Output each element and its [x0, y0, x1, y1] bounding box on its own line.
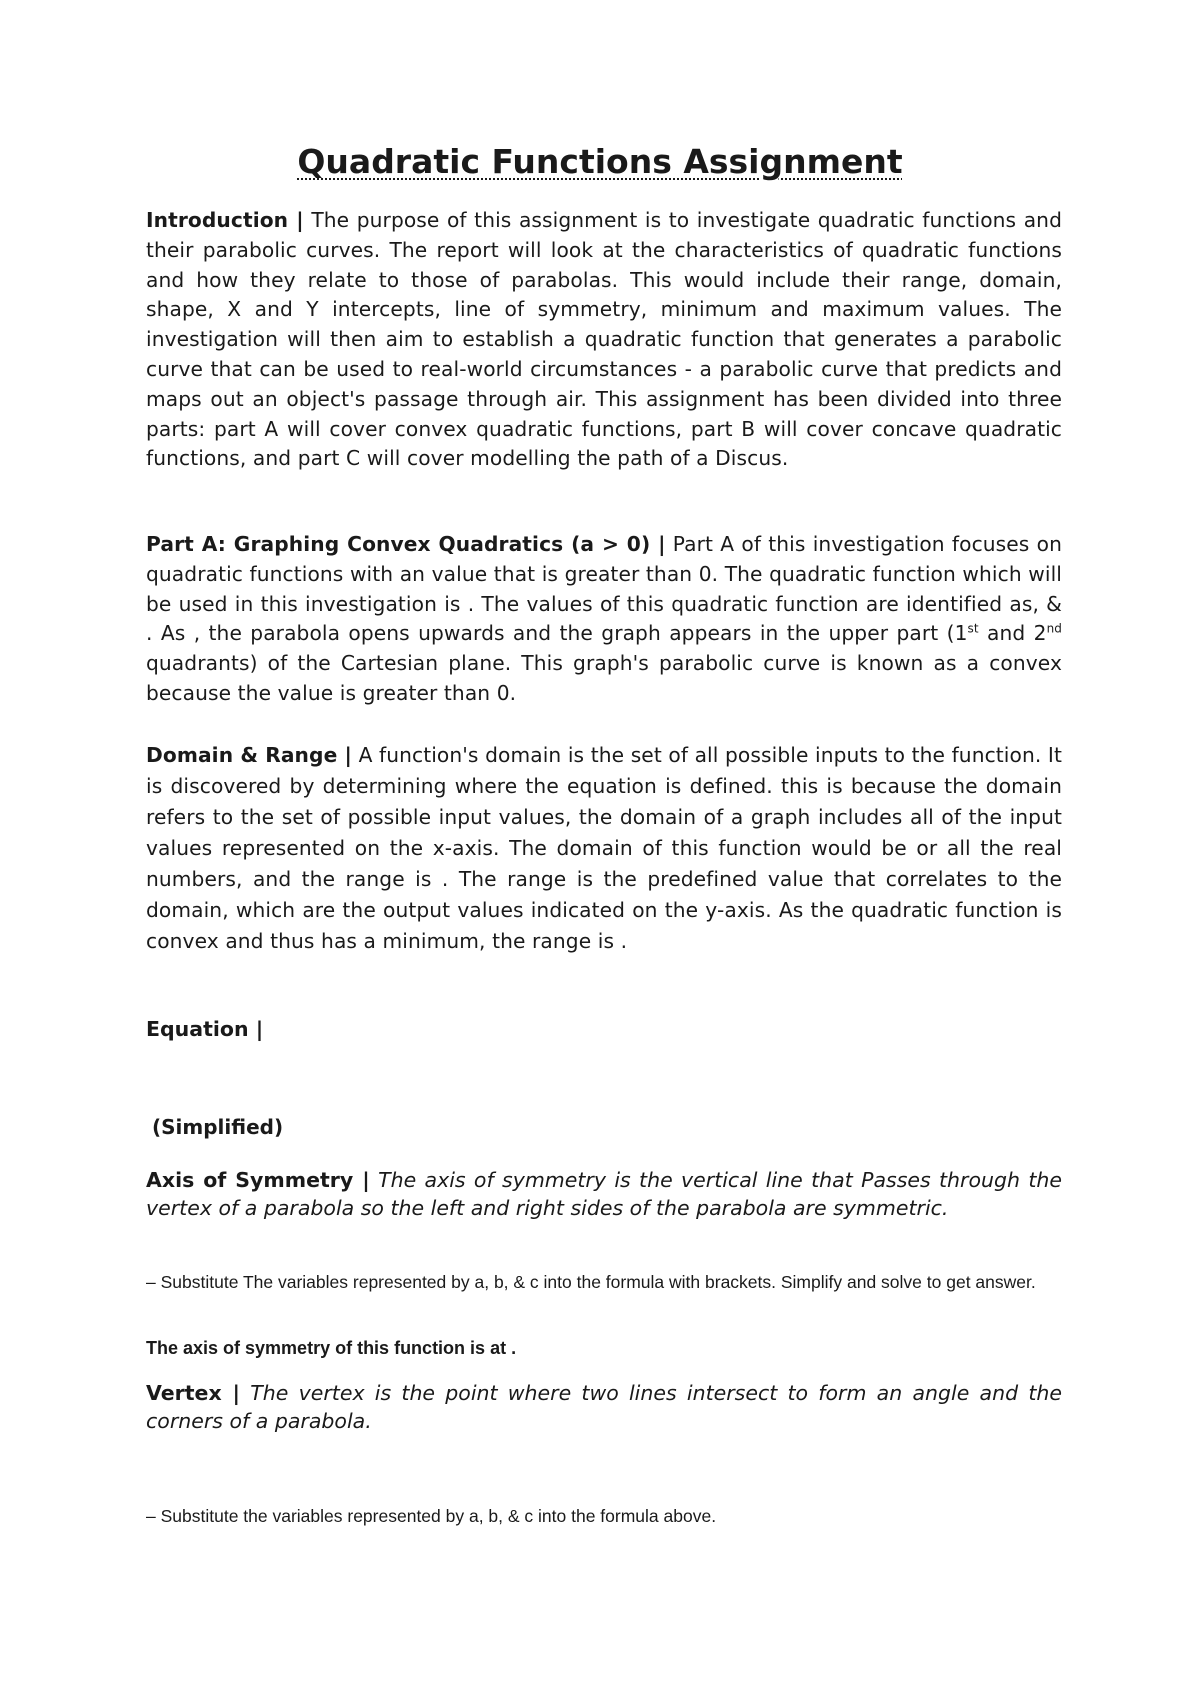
axis-of-symmetry-paragraph: [146, 1166, 1062, 1222]
part-a-text-3: quadrants) of the Cartesian plane. This graph's parabolic curve is known as a convex because the value is greater than 0.: [146, 651, 1062, 705]
part-a-text-2: and 2: [978, 621, 1047, 646]
document-title: Quadratic Functions Assignment: [297, 142, 903, 181]
introduction-paragraph: [146, 206, 1062, 474]
equation-heading: Equation |: [146, 1017, 264, 1041]
part-a-label: Part A: Graphing Convex Quadratics (a > 0) |: [146, 532, 666, 556]
axis-of-symmetry-result: The axis of symmetry of this function is at .: [146, 1338, 517, 1358]
domain-range-paragraph: [146, 740, 1062, 957]
part-a-sup-2: nd: [1046, 621, 1062, 636]
domain-range-label: Domain & Range |: [146, 743, 353, 767]
introduction-text: The purpose of this assignment is to investigate quadratic functions and their parabolic curves. The report will look at the characteristics of quadratic functions and how they relate to those of parabolas. This would include their range, domain, shape, X and Y intercepts, line of symmetry, minimum and maximum values. The investigation will then aim to establish a quadratic function that generates a parabolic curve that can be used to real-world circumstances - a parabolic curve that predicts and maps out an object's passage through air. This assignment has been divided into three parts: part A will cover convex quadratic functions, part B will cover concave quadratic functions, and part C will cover modelling the path of a Discus.: [146, 208, 1062, 471]
vertex-definition: The vertex is the point where two lines intersect to form an angle and the corners of a parabola.: [146, 1381, 1062, 1433]
vertex-paragraph: [146, 1379, 1062, 1435]
part-a-sup-1: st: [967, 621, 979, 636]
axis-of-symmetry-step: – Substitute The variables represented by a, b, & c into the formula with brackets. Simplify and solve to get answer.: [146, 1272, 1036, 1292]
vertex-step: – Substitute the variables represented by a, b, & c into the formula above.: [146, 1506, 717, 1526]
axis-of-symmetry-label: Axis of Symmetry |: [146, 1168, 370, 1192]
introduction-label: Introduction |: [146, 208, 304, 232]
vertex-label: Vertex |: [146, 1381, 241, 1405]
simplified-label: (Simplified): [152, 1115, 284, 1139]
part-a-paragraph: [146, 530, 1062, 709]
part-a-text-1: Part A of this investigation focuses on quadratic functions with an value that is greater than 0. The quadratic function which will be used in this investigation is . The values of this quadratic function are identified as, & . As , the parabola opens upwards and the graph appears in the upper part (1: [146, 532, 1062, 646]
domain-range-text: A function's domain is the set of all possible inputs to the function. It is discovered by determining where the equation is defined. this is because the domain refers to the set of possible input values, the domain of a graph includes all of the input values represented on the x-axis. The domain of this function would be or all the real numbers, and the range is . The range is the predefined value that correlates to the domain, which are the output values indicated on the y-axis. As the quadratic function is convex and thus has a minimum, the range is .: [146, 743, 1062, 953]
axis-of-symmetry-definition: The axis of symmetry is the vertical line that Passes through the vertex of a parabola so the left and right sides of the parabola are symmetric.: [146, 1168, 1062, 1220]
